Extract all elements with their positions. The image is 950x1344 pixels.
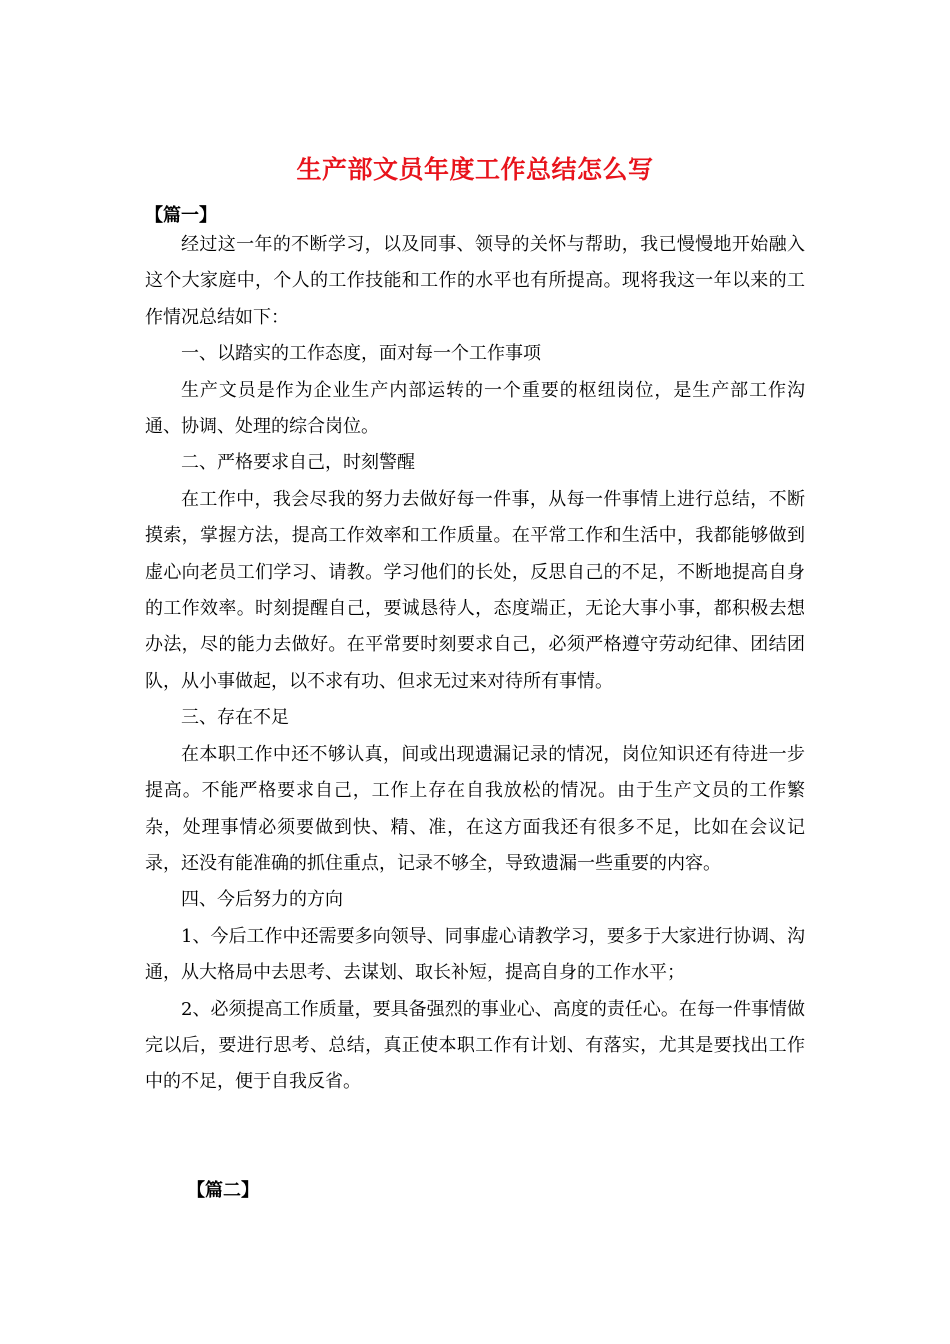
- document-title: 生产部文员年度工作总结怎么写: [296, 155, 654, 184]
- paragraph-2: 在工作中，我会尽我的努力去做好每一件事，从每一件事情上进行总结，不断摸索，掌握方法，提高工作效率和工作质量。在平常工作和生活中，我都能够做到虚心向老员工们学习、请教。学习他们的长处，反思自己的不足，不断地提高自身的工作效率。时刻提醒自己，要诚恳待人，态度端正，无论大事小事，都积极去想办法，尽的能力去做好。在平常要时刻要求自己，必须严格遵守劳动纪律、团结团队，从小事做起，以不求有功、但求无过来对待所有事情。: [145, 488, 805, 692]
- list-item-1: 1、今后工作中还需要多向领导、同事虚心请教学习，要多于大家进行协调、沟通，从大格局中去思考、去谋划、取长补短，提高自身的工作水平；: [145, 925, 805, 984]
- body-text: [145, 227, 805, 1101]
- paragraph-1: 生产文员是作为企业生产内部运转的一个重要的枢纽岗位，是生产部工作沟通、协调、处理的综合岗位。: [145, 379, 805, 438]
- paragraph-3: 在本职工作中还不够认真，间或出现遗漏记录的情况，岗位知识还有待进一步提高。不能严格要求自己，工作上存在自我放松的情况。由于生产文员的工作繁杂，处理事情必须要做到快、精、准，在这方面我还有很多不足，比如在会议记录，还没有能准确的抓住重点，记录不够全，导致遗漏一些重要的内容。: [145, 743, 805, 874]
- heading-3: 三、存在不足: [181, 707, 289, 729]
- section-label-1: 【篇一】: [145, 205, 217, 226]
- section-label-2: 【篇二】: [187, 1180, 259, 1201]
- heading-4: 四、今后努力的方向: [181, 889, 343, 911]
- list-item-2: 2、必须提高工作质量，要具备强烈的事业心、高度的责任心。在每一件事情做完以后，要进行思考、总结，真正使本职工作有计划、有落实，尤其是要找出工作中的不足，便于自我反省。: [145, 998, 805, 1093]
- heading-1: 一、以踏实的工作态度，面对每一个工作事项: [181, 343, 541, 365]
- paragraph-intro: 经过这一年的不断学习，以及同事、领导的关怀与帮助，我已慢慢地开始融入这个大家庭中，个人的工作技能和工作的水平也有所提高。现将我这一年以来的工作情况总结如下：: [145, 234, 805, 328]
- heading-2: 二、严格要求自己，时刻警醒: [181, 452, 415, 474]
